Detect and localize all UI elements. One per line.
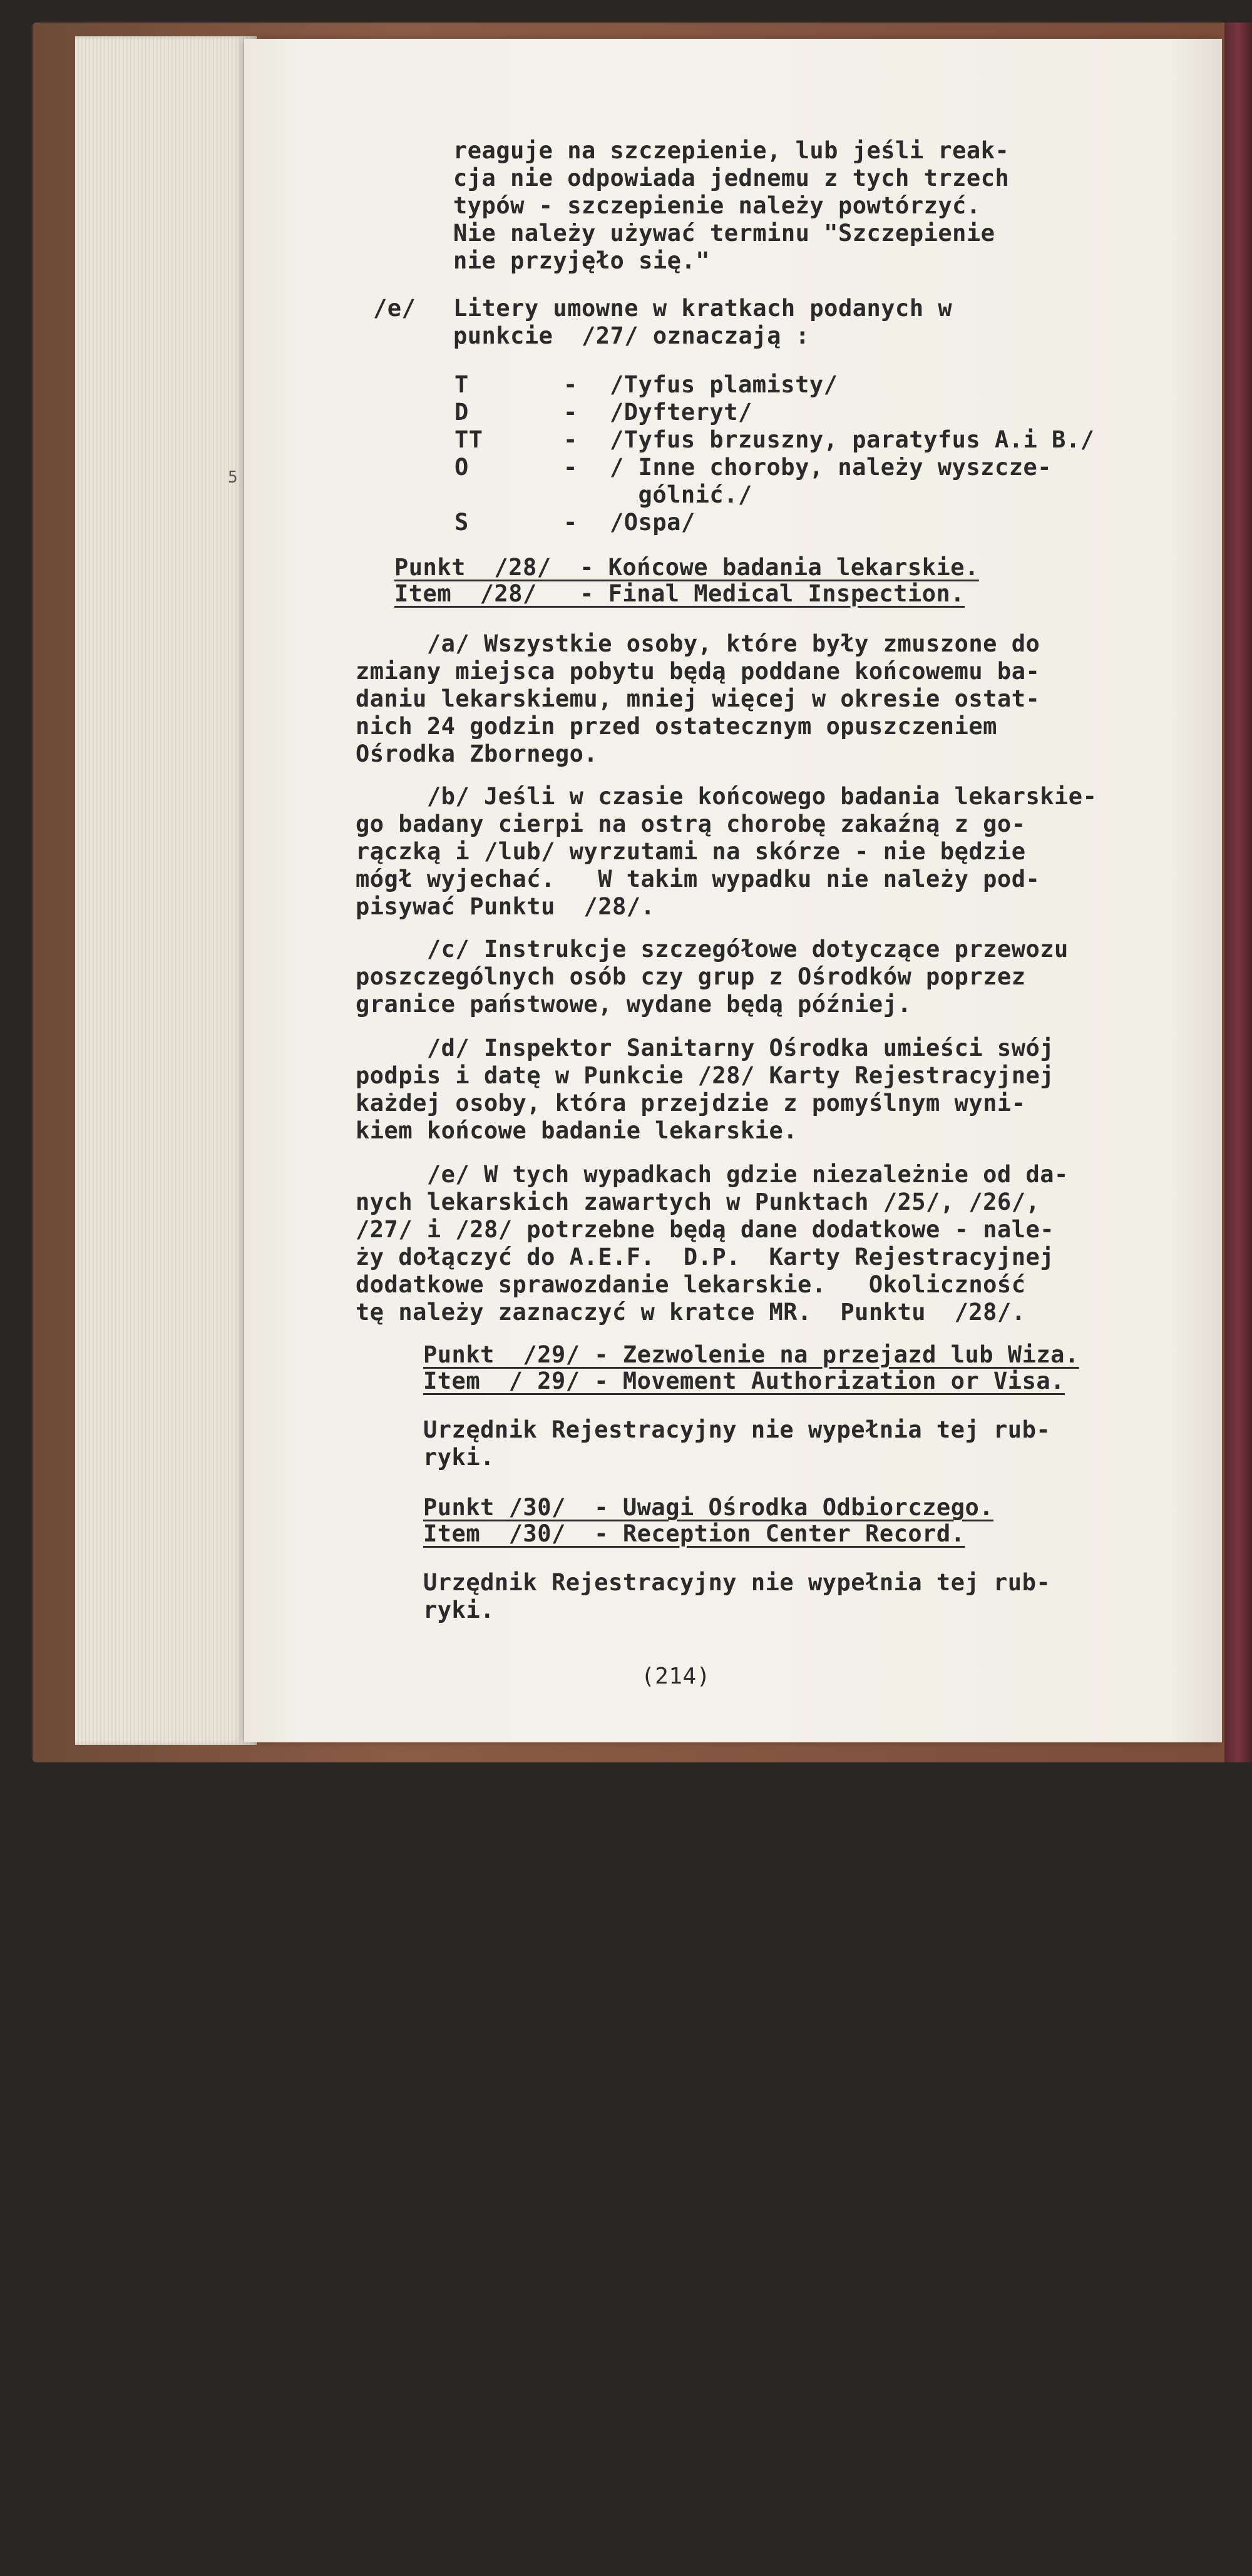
text-line: zmiany miejsca pobytu będą poddane końcowemu ba- bbox=[356, 658, 1040, 685]
text-line: Urzędnik Rejestracyjny nie wypełnia tej rub- bbox=[423, 1569, 1051, 1596]
text-line: Ośrodka Zbornego. bbox=[356, 740, 598, 767]
letter-desc: gólnić./ bbox=[610, 481, 752, 508]
text-line: dodatkowe sprawozdanie lekarskie. Okoliczność bbox=[356, 1271, 1026, 1298]
section-heading-30-pl: Punkt /30/ - Uwagi Ośrodka Odbiorczego. bbox=[423, 1494, 994, 1521]
text-line: nich 24 godzin przed ostatecznym opuszczeniem bbox=[356, 713, 997, 740]
section-heading-28-en: Item /28/ - Final Medical Inspection. bbox=[394, 580, 965, 607]
section-heading-29-en: Item / 29/ - Movement Authorization or Visa. bbox=[423, 1367, 1065, 1394]
book-cover-edge bbox=[1224, 23, 1252, 1762]
text-line: tę należy zaznaczyć w kratce MR. Punktu /28/. bbox=[356, 1299, 1026, 1326]
text-line: punkcie /27/ oznaczają : bbox=[453, 322, 810, 349]
page-stack bbox=[75, 36, 257, 1745]
paragraph-marker: /e/ bbox=[373, 295, 416, 322]
letter-dash: - bbox=[563, 371, 578, 398]
letter-code: D bbox=[454, 399, 469, 426]
text-line: kiem końcowe badanie lekarskie. bbox=[356, 1117, 798, 1144]
text-line: reaguje na szczepienie, lub jeśli reak- bbox=[453, 137, 1010, 164]
text-line: rączką i /lub/ wyrzutami na skórze - nie będzie bbox=[356, 838, 1026, 865]
text-line: pisywać Punktu /28/. bbox=[356, 893, 655, 920]
section-heading-30-en: Item /30/ - Reception Center Record. bbox=[423, 1520, 965, 1547]
letter-dash: - bbox=[563, 509, 578, 536]
text-line: każdej osoby, która przejdzie z pomyślnym wyni- bbox=[356, 1090, 1026, 1117]
letter-code: T bbox=[454, 371, 469, 398]
letter-code: S bbox=[454, 509, 469, 536]
text-line: Urzędnik Rejestracyjny nie wypełnia tej rub- bbox=[423, 1416, 1051, 1443]
text-line: ryki. bbox=[423, 1444, 495, 1471]
letter-desc: /Dyfteryt/ bbox=[610, 399, 752, 426]
letter-desc: /Ospa/ bbox=[610, 509, 695, 536]
letter-desc: /Tyfus brzuszny, paratyfus A.i B./ bbox=[610, 426, 1095, 453]
text-line: cja nie odpowiada jednemu z tych trzech bbox=[453, 165, 1010, 192]
letter-desc: / Inne choroby, należy wyszcze- bbox=[610, 454, 1052, 481]
letter-dash: - bbox=[563, 454, 578, 481]
letter-desc: /Tyfus plamisty/ bbox=[610, 371, 838, 398]
letter-dash: - bbox=[563, 426, 578, 453]
text-line: nie przyjęło się." bbox=[453, 247, 710, 274]
text-line: poszczególnych osób czy grup z Ośrodków poprzez bbox=[356, 963, 1026, 990]
page-number: (214) bbox=[641, 1664, 711, 1689]
text-line: podpis i datę w Punkcie /28/ Karty Rejestracyjnej bbox=[356, 1062, 1055, 1089]
text-line: /c/ Instrukcje szczegółowe dotyczące przewozu bbox=[356, 936, 1069, 963]
text-line: nych lekarskich zawartych w Punktach /25/, /26/, bbox=[356, 1188, 1040, 1215]
text-line: Litery umowne w kratkach podanych w bbox=[453, 295, 953, 322]
section-heading-29-pl: Punkt /29/ - Zezwolenie na przejazd lub Wiza. bbox=[423, 1341, 1079, 1368]
text-line: mógł wyjechać. W takim wypadku nie należy pod- bbox=[356, 866, 1040, 892]
text-line: /b/ Jeśli w czasie końcowego badania lekarskie- bbox=[356, 783, 1097, 810]
text-line: /27/ i /28/ potrzebne będą dane dodatkowe - nale- bbox=[356, 1216, 1055, 1243]
text-line: Nie należy używać terminu "Szczepienie bbox=[453, 220, 995, 247]
gutter-mark: 5 bbox=[228, 468, 238, 487]
text-line: go badany cierpi na ostrą chorobę zakaźną z go- bbox=[356, 810, 1026, 837]
text-line: granice państwowe, wydane będą później. bbox=[356, 991, 912, 1018]
letter-code: TT bbox=[454, 426, 483, 453]
letter-dash: - bbox=[563, 399, 578, 426]
text-line: /a/ Wszystkie osoby, które były zmuszone do bbox=[356, 630, 1040, 657]
section-heading-28-pl: Punkt /28/ - Końcowe badania lekarskie. bbox=[394, 554, 979, 581]
text-line: ży dołączyć do A.E.F. D.P. Karty Rejestracyjnej bbox=[356, 1244, 1055, 1270]
text-line: ryki. bbox=[423, 1597, 495, 1623]
letter-code: O bbox=[454, 454, 469, 481]
text-line: /d/ Inspektor Sanitarny Ośrodka umieści swój bbox=[356, 1035, 1055, 1061]
text-line: typów - szczepienie należy powtórzyć. bbox=[453, 192, 981, 219]
text-line: daniu lekarskiemu, mniej więcej w okresie ostat- bbox=[356, 685, 1040, 712]
text-line: /e/ W tych wypadkach gdzie niezależnie od da- bbox=[356, 1161, 1069, 1188]
